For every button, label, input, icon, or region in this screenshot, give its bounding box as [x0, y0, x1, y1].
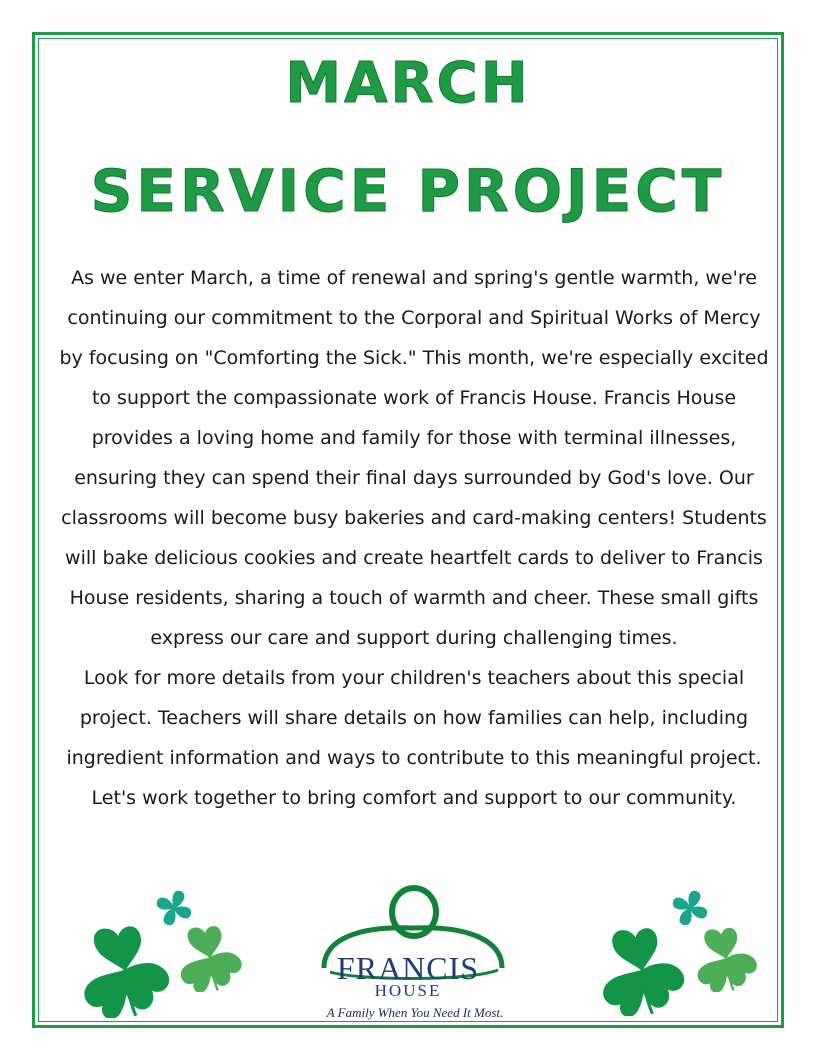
- logo-name: FRANCIS: [336, 950, 480, 986]
- shamrock-icon: [590, 920, 694, 1016]
- logo-tagline: A Family When You Need It Most.: [326, 1005, 504, 1020]
- paragraph-intro: As we enter March, a time of renewal and spring's gentle warmth, we're continuing our commitment to the Corporal and Spiritual Works of Mercy by focusing on "Comforting the Sick." This month, we're especially excited to support the compassionate work of Francis House. Francis House provides a loving home and family for those with terminal illnesses, ensuring they can spend their final days surrounded by God's love. Our classrooms will become busy bakeries and card-making centers! Students will bake delicious cookies and create heartfelt cards to deliver to Francis House residents, sharing a touch of warmth and cheer. These small gifts express our care and support during challenging times.: [59, 267, 769, 649]
- announcement-body: [56, 258, 772, 818]
- title-service-project: SERVICE PROJECT: [90, 157, 726, 225]
- shamrock-icon: [688, 922, 764, 992]
- logo-subtitle: HOUSE: [374, 981, 442, 1000]
- shamrock-icon: [70, 918, 180, 1018]
- paragraph-details: Look for more details from your children's teachers about this special project. Teachers will share details on how families can help, including ingredient information and ways to contribute to this meaningful project.: [66, 667, 762, 769]
- francis-house-logo: [316, 884, 516, 1024]
- paragraph-closing: Let's work together to bring comfort and support to our community.: [91, 787, 737, 809]
- title-march: MARCH: [285, 51, 531, 116]
- shamrock-icon: [170, 920, 250, 992]
